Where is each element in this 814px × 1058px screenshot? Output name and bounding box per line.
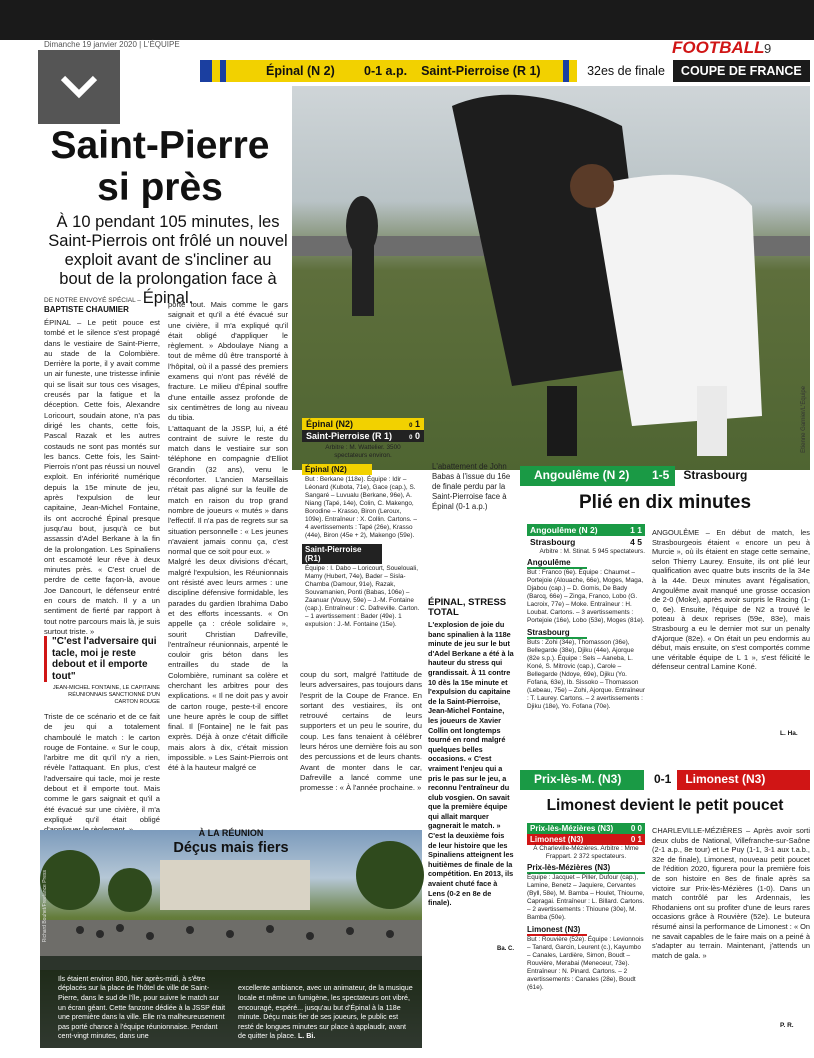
limonest-bar: Prix-lès-M. (N3) 0-1 Limonest (N3)	[520, 770, 810, 790]
team2-label: Saint-Pierroise (R1)	[302, 544, 382, 564]
main-photo	[292, 86, 810, 470]
top-bar	[0, 0, 814, 40]
scorebox-angouleme: Angoulême (N 2) 1 1 Strasbourg 4 5 Arbitre : M. Stinat. 5 945 spectateurs. Angoulême But : Franco (6e). Équipe : Chaumet – Portejoie (Alouache, 66e), Moges, Maga, Djabou (cap.) – D. Gomis, De Bady (Barcq, 66e) – Zinga, Franco, Lobo (G. Lacroix, 77e) – Moke. Entraîneur : H. Loubat. Cartons. – 3 avertissements : Portejoie (16e), Lobo (53e), Moges (81e). Strasbourg Buts : Zohi (34e), Thomasson (36e), Bellegarde (38e), Djiku (44e), Ajorque (82e s.p.). Équipe : Sels – Aaneba, L. Koné, S. Mitrovic (cap.), Carole – Bellegarde (Ndoye, 69e), Djiku (Yo. Fofana, 63e), Ib. Sissoko – Thomasson (Lebeau, 75e) – Zohi, Ajorque. Entraîneur : T. Laurey. Cartons. – 2 avertissements : Djiku (18e), Yo. Fofana (70e).	[527, 525, 645, 710]
team1-label: Épinal (N2)	[302, 464, 372, 475]
players-photo-illustration	[292, 86, 810, 470]
round-label: 32es de finale	[587, 64, 665, 78]
angouleme-bar: Angoulême (N 2) 1-5 Strasbourg	[520, 466, 810, 486]
match-home: Épinal (N 2)	[226, 60, 358, 82]
article-col2: porte tout. Mais comme le gars saignait et qu'il a été évacué sur une civière, il m'a expliqué qu'il était obligé d'appliquer le règlement. » Abdoulaye Niang a tout de même dû être transporté à l'hôpital, où il a passé des premiers examens qui n'ont pas révélé de fracture. Le milieu d'Épinal souffre d'une entaille assez profonde de six centimètres de long au niveau du tibia. L'attaquant de la JSSP, lui, a été contraint de suivre le reste du match dans le vestiaire sur son téléphone en compagnie d'Elliot Grandin (32 ans), venu le réconforter. L'ancien Marseillais n'était pas aligné sur la feuille de match en raison du trop grand nombre de joueurs « mutés » dans l'effectif. Il n'a pas de regrets sur sa situation personnelle : « Les jeunes n'avaient jamais connu ça, c'est normal que ce soit pour eux. » Malgré les deux divisions d'écart, malgré l'expulsion, les Réunionnais ont résisté avec leurs armes : une discipline défensive formidable, les parades du gardien Ibrahima Dabo et des efforts incessants. « On appelle ça : créole solidaire », sourit Christian Dafreville, l'entraîneur réunionnais, arpenté le couloir gris béton dans les entrailles du stade de la Colombière, ruminant sa colère et cherchant les arbitres pour des explications. « Il ne doit pas y avoir de carton rouge, peste-t-il encore une heure après le coup de sifflet final. Il [Fontaine] ne le fait pas exprès. Déjà à onze c'était difficile mais alors à dix, c'était mission impossible. » Les Saint-Pierrois ont été à la hauteur malgré ce	[168, 300, 288, 773]
page-number: 9	[764, 41, 772, 56]
sidebar-title: ÉPINAL, STRESS TOTAL	[428, 597, 507, 618]
article-col3: coup du sort, malgré l'attitude de leurs adversaires, pas toujours dans l'esprit de la Coupe de France. En sortant des vestiaires, ils ont retrouvé certains de leurs supporters et un peu le sourire, du coup. Les fans tenaient à célébrer leurs héros une dernière fois au son des percussions et de leurs chants. Avant de monter dans le car, Dafreville a lancé comme une promesse : « À l'année prochaine. »	[300, 670, 422, 793]
byline-name: BAPTISTE CHAUMIER	[44, 305, 129, 314]
score-note: Arbitre : M. Wattelier. 3500 spectateurs environ.	[325, 444, 401, 459]
match-away: Saint-Pierroise (R 1)	[413, 60, 563, 82]
score-home-row: Épinal (N2) 0 1	[302, 418, 424, 430]
article-col1: ÉPINAL – Le petit pouce est tombé et le silence s'est propagé dans le vestiaire de Saint-Pierre, au stade de la Colombière. Derrière la porte, il y avait comme un air funeste, une tristesse infinie qui se lisait sur tous ces visages, creusés par la fatigue et la déception. Cette fois, Alexandre Loricourt, soudain atone, n'a pas dirigé les chants, cette fois, Pascal Razak et les autres costauds ne sont pas montés sur les bancs. Cette fois, les Saint-Pierrois n'ont pas réussi un nouvel exploit. En infériorité numérique depuis la 15e minute de jeu, après l'expulsion de leur capitaine, Jean-Michel Fontaine, ils ont accroché Épinal presque jusqu'au bout, jusqu'à ce but assassin d'Adel Berkane à la fin de la prolongation. Les Spinaliens ont escamoté leur rêve à deux minutes près. « C'est cruel de perdre de cette façon-là, avoue Joe Dancourt, le défenseur entré en cours de match. Il y a un sentiment de fierté par rapport à tout notre parcours mais là, je suis surtout triste. »	[44, 318, 160, 636]
sidebar-text: L'explosion de joie du banc spinalien à la 118e minute de jeu sur le but d'Adel Berkane a été à la hauteur du stress qui grandissait. À 11 contre 10 dès la 15e minute et l'expulsion du capitaine de la Saint-Pierroise, Jean-Michel Fontaine, les joueurs de Xavier Collin ont longtemps tourné en rond malgré quelques belles occasions. « C'est vraiment l'enjeu qui a pris le pas sur le jeu, a reconnu l'entraîneur du club vosgien. On savait que la première équipe qui allait marquer gagnerait le match. » C'est la deuxième fois de leur histoire que les Spinaliens atteignent les huitièmes de finale de la compétition. En 2013, ils avaient chuté face à Lens (0-2 en 8e de finale).	[428, 620, 514, 908]
limonest-signature: P. R.	[780, 1022, 794, 1029]
angouleme-article: ANGOULÊME – En début de match, les Strasbourgeois étaient « encore un peu à Murcie », où ils étaient en stage cette semaine, selon Thierry Laurey. Ensuite, ils ont plié leur qualification avec quatre buts inscrits de la 34e à la 44e. Deux minutes avant l'égalisation, Angoulême avait manqué une grosse occasion de 2-0 (Moke), après avoir surpris le Racing (1-0, 6e). Ensuite, l'équipe de N2 a trouvé le poteau à deux reprises (59e, 83e), mais Strasbourg a eu le dernier mot sur un penalty d'Ajorque (82e). « On était un peu endormis au début, mais ensuite, on s'est comportés comme une véritable équipe de L 1 », s'est félicité le défenseur central Lamine Koné.	[652, 528, 810, 672]
team2-lineup: Équipe : I. Dabo – Loricourt, Souelouali, Mamy (Hubert, 74e), Bader – Sisla-Chamba (Damour, 91e), Razak, Souvamanien, Ponti (Babas, 106e) – Zaanuar (Vouvy, 59e) – J.-M. Fontaine (cap.). Entraîneur : C. Dafreville. Carton. – 1 avertissement : Bader (49e). 1 expulsion : J.-M. Fontaine (15e).	[305, 565, 420, 628]
photo-caption: L'abattement de John Babas à l'issue du 16e de finale perdu par la Saint-Pierroise face à Épinal (0-1 a.p.)	[432, 462, 511, 511]
angouleme-title: Plié en dix minutes	[578, 492, 752, 513]
match-score: 0-1 a.p.	[358, 60, 413, 82]
deck: À 10 pendant 105 minutes, les Saint-Pierrois ont frôlé un nouvel exploit avant de s'incliner au bout de la prolongation face à Épinal.	[48, 213, 288, 307]
reunion-kicker: À LA RÉUNION	[198, 828, 264, 838]
reunion-col2: excellente ambiance, avec un animateur, de la musique locale et même un fumigène, les spectateurs ont vibré, encouragé, espéré... jusqu'au but d'Épinal à la 118e minute. Déçu mais fier de ses joueurs, le public est resté de longues minutes sur place à applaudir, avant de quitter la place. L. Bi.	[238, 984, 413, 1041]
team1-lineup: But : Berkane (118e). Équipe : Idir – Léonard (Kubota, 71e), Gace (cap.), S. Sangaré – Luvualu (Berkane, 96e), A. Niang (Tapé, 14e), Colin, C. Makengo, Borodine – Krasso, Biron (Leroux, 109e). Entraîneur : X. Collin. Cartons. – 4 avertissements : Tapé (26e), Krasso (44e), Biron (45e + 2), Makengo (59e).	[305, 476, 417, 539]
byline-label: DE NOTRE ENVOYÉ SPÉCIAL –	[44, 297, 141, 304]
running-head: Dimanche 19 janvier 2020 | L'ÉQUIPE	[44, 40, 180, 49]
headline: Saint-Pierre si près	[50, 124, 270, 209]
photo-credit: Étienne Garnier/L'Équipe	[801, 386, 807, 453]
score-away-row: Saint-Pierroise (R 1) 0 0	[302, 430, 424, 442]
collapse-button[interactable]	[38, 50, 120, 124]
pull-quote: "C'est l'adversaire qui tacle, moi je reste debout et il emporte tout" JEAN-MICHEL FONTAINE, LE CAPITAINE RÉUNIONNAIS SANCTIONNÉ D'UN CARTON ROUGE	[44, 636, 160, 706]
competition-label: COUPE DE FRANCE	[673, 60, 810, 82]
scorebox-epinal	[302, 418, 424, 630]
scorebox-limonest: Prix-lès-Mézières (N3) 0 0 Limonest (N3) 0 1 À Charleville-Mézières. Arbitre : Mme Frappart. 2 372 spectateurs. Prix-lès-Mézières (N3) Équipe : Jacquet – Piller, Dufour (cap.), Lamine, Benetz – Jaquiere, Cervantes (Byll, 58e), M. Bamba – Houlet, Thiourne, Capragai. Entraîneur : L. Billard. Cartons. – 2 avertissements : Thioune (30e), M. Bamba (50e). Limonest (N3) But : Rouvière (52e). Équipe : Levionnois – Tanard, Garcin, Leurent (c.), Kayumbo – Canales, Lardière, Simon, Boudt – Rouvière, Merabai (Meneceur, 73e). Entraîneur : N. Pinard. Cartons. – 2 avertissements : Canales (28e), Boudt (61e).	[527, 824, 645, 991]
reunion-col1: Ils étaient environ 800, hier après-midi, à s'être déplacés sur la place de l'hôtel de ville de Saint-Pierre, dans le sud de l'île, pour suivre le match sur un écran géant. Cette fanzone dédiée à la JSSP était une première dans la ville. Elle n'a malheureusement pas porté chance à l'équipe réunionnaise. Pendant cent-vingt minutes, dans une	[58, 974, 226, 1041]
limonest-title: Limonest devient le petit poucet	[546, 797, 784, 814]
limonest-article: CHARLEVILLE-MÉZIÈRES – Après avoir sorti deux clubs de National, Villefranche-sur-Saône (2-1 a.p., 8e tour) et Le Puy (1-1, 3-1 aux t.a.b., 32e de finale), Limonest, nouveau petit poucet de l'édition 2020, figurera pour la première fois de son histoire en 8es de finale après sa victoire sur Prix-lès-Mézières (1-0). Dans un match contrôlé par les Ardennais, les Rhodaniens ont su profiter d'une de leurs rares occasions grâce à Rouvière (52e). Le buteura résumé ainsi la performance de Limonest : « On ne savait capables de le faire mais on a peiné à s'adapter au terrain. Maintenant, j'attends un match de gala. »	[652, 826, 810, 960]
reunion-title: Déçus mais fiers	[173, 840, 289, 856]
match-bar	[200, 60, 810, 82]
reunion-credit: Richard Bouhet/Freelance Press	[42, 870, 48, 943]
article-col1b: Triste de ce scénario et de ce fait de jeu qui a totalement chamboulé le match : le carton rouge de Fontaine. « Sur le coup, l'arbitre me dit qu'il n'y a rien, révèle l'attaquant. En plus, c'est l'adversaire qui tacle, moi je reste debout et il emporte tout. Mais comme le gars saignait et qu'il a été évacué sur une civière, il m'a expliqué qu'il était obligé	[44, 712, 160, 824]
chevron-down-icon	[59, 74, 99, 100]
angouleme-signature: L. Ha.	[780, 730, 798, 737]
sidebar-signature: Ba. C.	[496, 946, 514, 952]
section-title: FOOTBALL	[672, 38, 765, 57]
sidebar-box	[428, 598, 514, 952]
reunion-photo	[40, 830, 422, 1048]
